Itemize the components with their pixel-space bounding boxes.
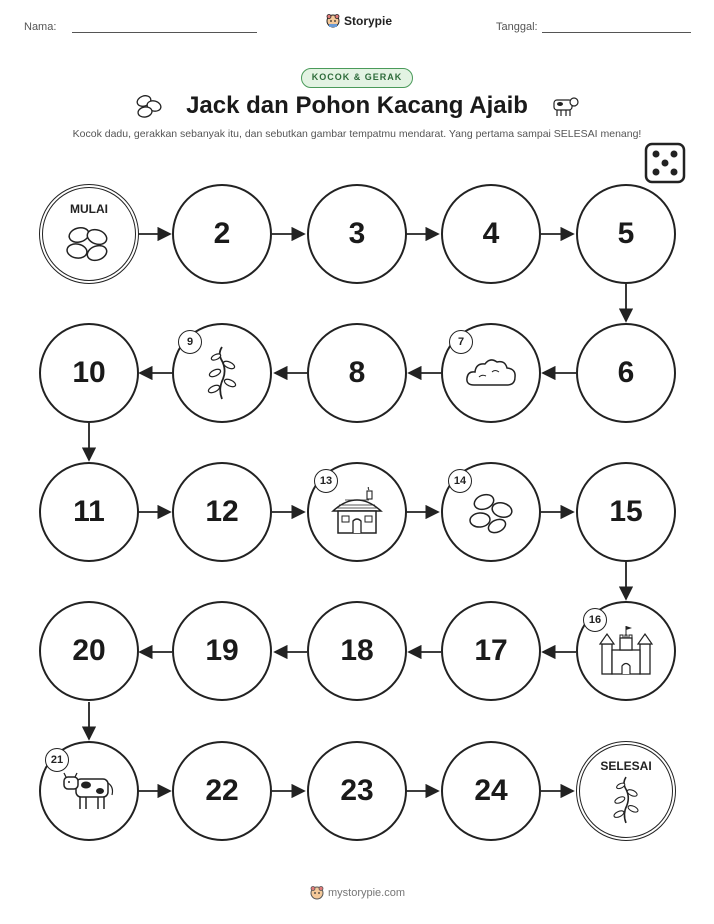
space-17: 17 xyxy=(441,601,541,701)
instructions: Kocok dadu, gerakkan sebanyak itu, dan sebutkan gambar tempatmu mendarat. Yang pertama sampai SELESAI menang! xyxy=(72,128,642,140)
start-space xyxy=(39,184,139,284)
start-label: MULAI xyxy=(70,202,108,216)
finish-label: SELESAI xyxy=(600,759,652,773)
space-3: 3 xyxy=(307,184,407,284)
name-label: Nama: xyxy=(24,21,57,33)
cloud-icon xyxy=(464,355,518,391)
space-6: 6 xyxy=(576,323,676,423)
space-8: 8 xyxy=(307,323,407,423)
space-12: 12 xyxy=(172,462,272,562)
space-15: 15 xyxy=(576,462,676,562)
space-10: 10 xyxy=(39,323,139,423)
finish-space xyxy=(576,741,676,841)
space-tag-14: 14 xyxy=(448,469,472,493)
footer xyxy=(310,886,405,900)
space-5: 5 xyxy=(576,184,676,284)
beans-icon xyxy=(61,223,117,263)
beans-icon xyxy=(464,490,518,534)
beanstalk-icon xyxy=(205,345,239,401)
space-19: 19 xyxy=(172,601,272,701)
brand-name: Storypie xyxy=(344,14,393,28)
castle-icon xyxy=(598,626,654,676)
cottage-icon xyxy=(329,487,385,537)
storypie-logo-icon xyxy=(310,886,324,900)
cow-icon xyxy=(62,771,116,811)
space-23: 23 xyxy=(307,741,407,841)
date-label: Tanggal: xyxy=(496,21,538,33)
space-18: 18 xyxy=(307,601,407,701)
space-tag-7: 7 xyxy=(449,330,473,354)
activity-badge: KOCOK & GERAK xyxy=(301,68,413,88)
space-20: 20 xyxy=(39,601,139,701)
space-tag-16: 16 xyxy=(583,608,607,632)
space-4: 4 xyxy=(441,184,541,284)
space-tag-21: 21 xyxy=(45,748,69,772)
space-11: 11 xyxy=(39,462,139,562)
page-title: Jack dan Pohon Kacang Ajaib xyxy=(186,92,528,119)
space-24: 24 xyxy=(441,741,541,841)
space-2: 2 xyxy=(172,184,272,284)
space-tag-9: 9 xyxy=(178,330,202,354)
footer-url[interactable]: mystorypie.com xyxy=(328,887,406,899)
space-tag-13: 13 xyxy=(314,469,338,493)
space-22: 22 xyxy=(172,741,272,841)
beanstalk-icon xyxy=(611,774,641,826)
